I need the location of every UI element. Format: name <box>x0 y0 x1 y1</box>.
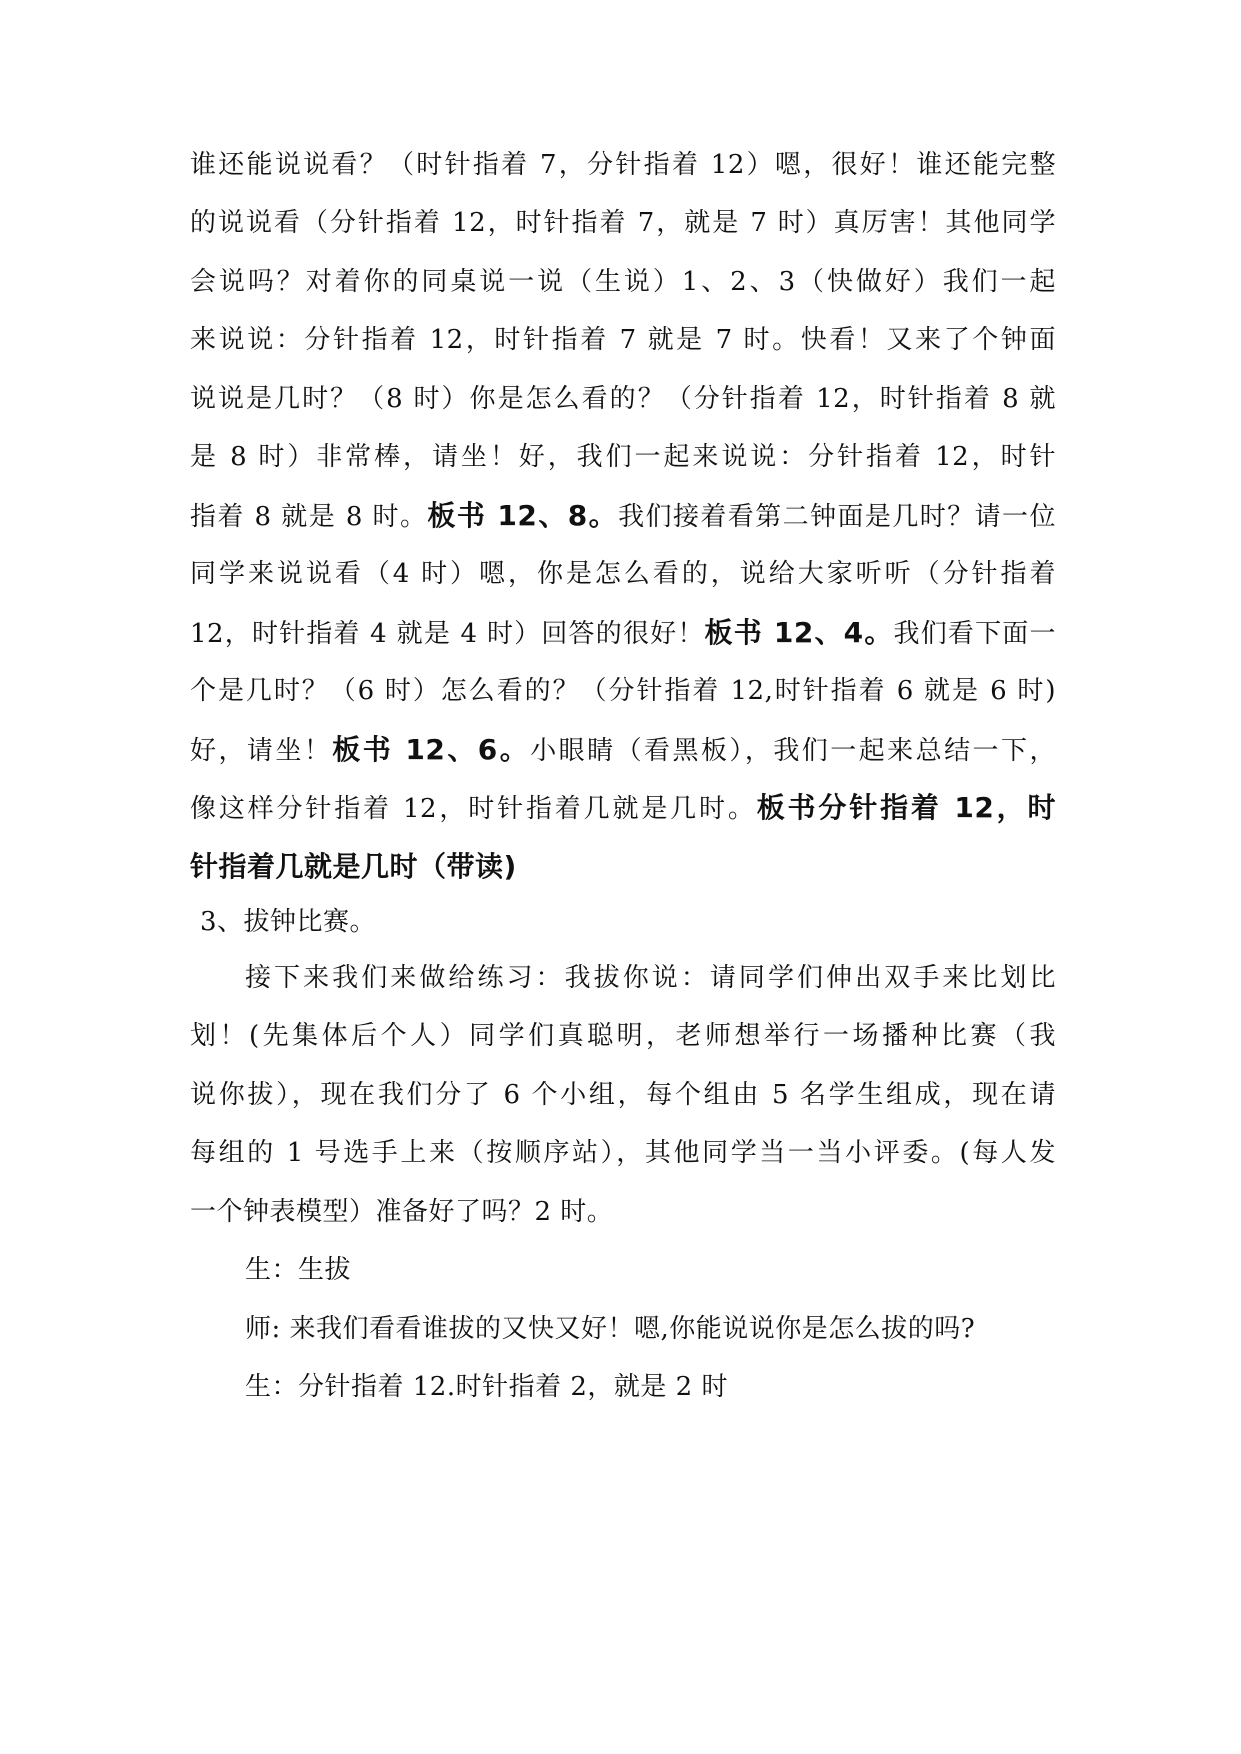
line-text: 小眼睛（看黑板），我们一起来总结一下， <box>530 736 1056 766</box>
paragraph-line <box>190 788 1056 828</box>
paragraph-line: 的说说看（分针指着 12，时针指着 7，就是 7 时）真厉害！其他同学 <box>190 208 1056 238</box>
paragraph-line: 说你拔），现在我们分了 6 个小组，每个组由 5 名学生组成，现在请 <box>190 1080 1056 1110</box>
paragraph-line <box>190 730 1056 770</box>
paragraph-line: 会说吗？对着你的同桌说一说（生说）1、2、3（快做好）我们一起 <box>190 267 1056 297</box>
paragraph-line: 是 8 时）非常棒，请坐！好，我们一起来说说：分针指着 12，时针 <box>190 442 1056 472</box>
line-text: 像这样分针指着 12，时针指着几就是几时。 <box>190 794 757 824</box>
board-note: 板书 12、6。 <box>332 733 531 766</box>
dialogue-line: 生：分针指着 12.时针指着 2，就是 2 时 <box>245 1372 728 1402</box>
paragraph-line: 谁还能说说看？（时针指着 7，分针指着 12）嗯，很好！谁还能完整 <box>190 150 1056 180</box>
paragraph-line: 接下来我们来做给练习：我拔你说：请同学们伸出双手来比划比 <box>245 963 1056 993</box>
line-text: 我们看下面一 <box>893 619 1056 649</box>
paragraph-line <box>190 496 1056 536</box>
paragraph-line: 一个钟表模型）准备好了吗？2 时。 <box>190 1197 614 1227</box>
board-note: 板书分针指着 12，时 <box>756 791 1056 824</box>
paragraph-line: 同学来说说看（4 时）嗯，你是怎么看的，说给大家听听（分针指着 <box>190 559 1056 589</box>
dialogue-line: 师: 来我们看看谁拔的又快又好！嗯,你能说说你是怎么拔的吗? <box>245 1314 976 1344</box>
board-note: 板书 12、4。 <box>704 616 894 649</box>
line-text: 指着 8 就是 8 时。 <box>190 502 428 532</box>
line-text: 我们接着看第二钟面是几时？请一位 <box>618 502 1056 532</box>
paragraph-line: 个是几时？（6 时）怎么看的？（分针指着 12,时针指着 6 就是 6 时) <box>190 676 1056 706</box>
board-note: 板书 12、8。 <box>427 499 619 532</box>
section-heading: 3、拔钟比赛。 <box>200 907 377 937</box>
paragraph-line <box>190 613 1056 653</box>
paragraph-line <box>190 847 1056 887</box>
paragraph-line: 每组的 1 号选手上来（按顺序站），其他同学当一当小评委。(每人发 <box>190 1138 1056 1168</box>
board-note: 针指着几就是几时（带读) <box>190 850 517 883</box>
paragraph-line: 划！(先集体后个人）同学们真聪明，老师想举行一场播种比赛（我 <box>190 1021 1056 1051</box>
line-text: 12，时针指着 4 就是 4 时）回答的很好！ <box>190 619 705 649</box>
paragraph-line: 来说说：分针指着 12，时针指着 7 就是 7 时。快看！又来了个钟面 <box>190 325 1056 355</box>
dialogue-line: 生：生拔 <box>245 1255 352 1285</box>
line-text: 好，请坐！ <box>190 736 333 766</box>
paragraph-line: 说说是几时？（8 时）你是怎么看的？（分针指着 12，时针指着 8 就 <box>190 384 1056 414</box>
